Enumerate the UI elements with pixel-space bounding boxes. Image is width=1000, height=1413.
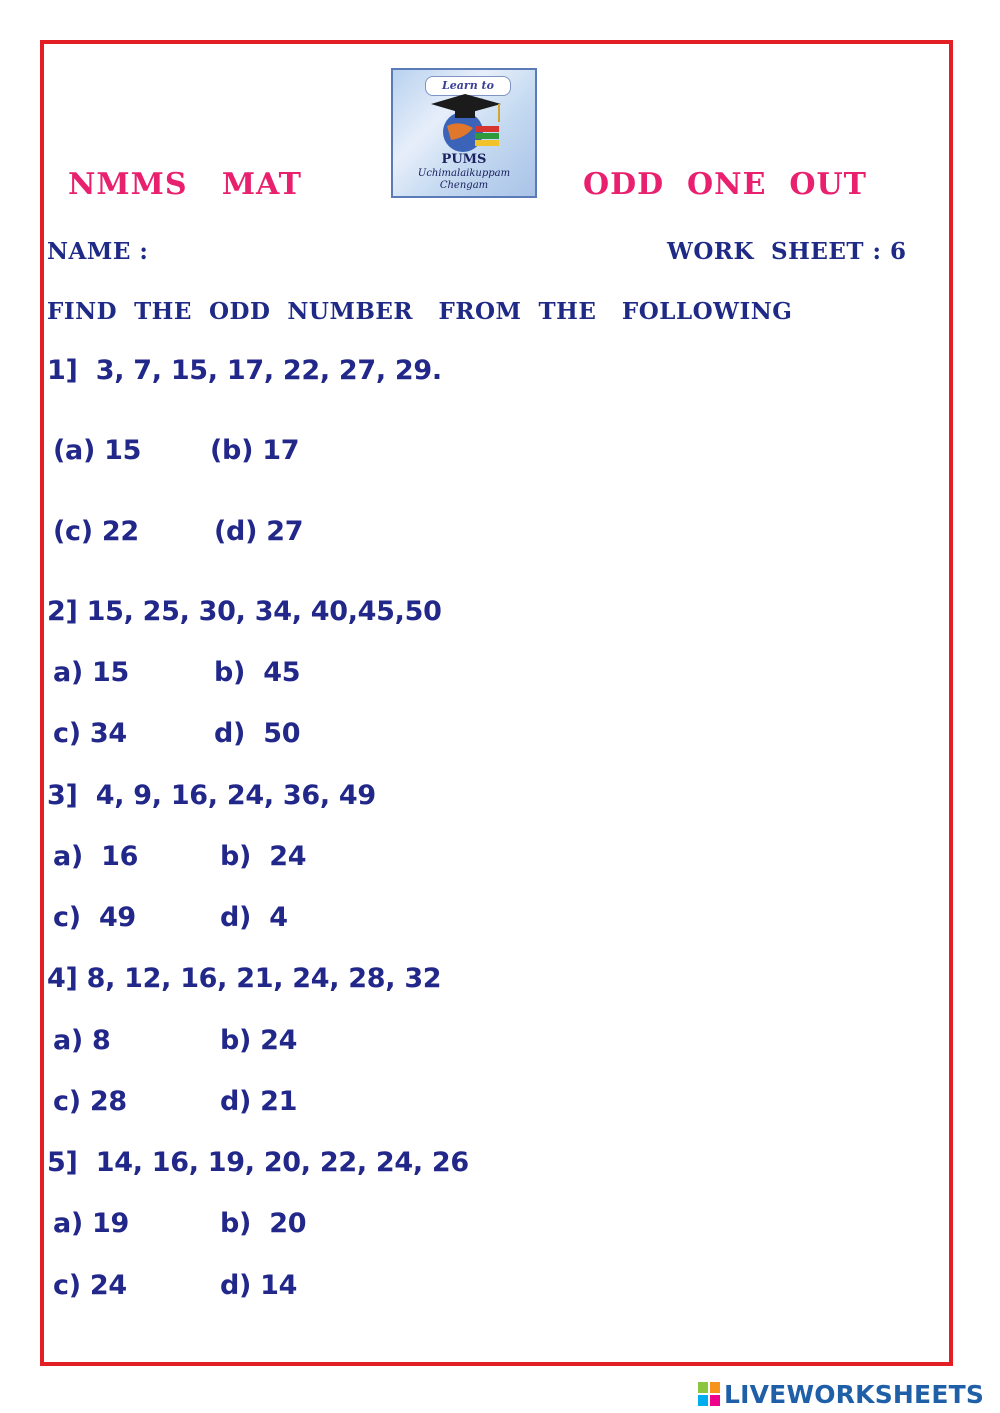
school-logo: [391, 68, 537, 198]
q4-option-b: b) 24: [220, 1025, 298, 1056]
q4-option-d: d) 21: [220, 1086, 298, 1117]
q1-option-d: (d) 27: [214, 516, 304, 547]
q3-option-b: b) 24: [220, 841, 307, 872]
liveworksheets-logo-icon: [698, 1382, 720, 1406]
q2-option-a: a) 15: [53, 657, 130, 688]
logo-place-1: Uchimalaikuppam: [417, 168, 511, 179]
logo-place-2: Chengam: [439, 180, 489, 191]
topic-title: ODD ONE OUT: [583, 167, 867, 202]
q4-option-c: c) 28: [53, 1086, 127, 1117]
q3-option-a: a) 16: [53, 841, 139, 872]
q3-option-d: d) 4: [220, 902, 288, 933]
q2-option-c: c) 34: [53, 718, 127, 749]
q2-option-d: d) 50: [214, 718, 301, 749]
q5-option-d: d) 14: [220, 1270, 298, 1301]
instruction: FIND THE ODD NUMBER FROM THE FOLLOWING: [47, 298, 793, 325]
question-4: 4] 8, 12, 16, 21, 24, 28, 32: [47, 963, 442, 994]
q3-option-c: c) 49: [53, 902, 136, 933]
liveworksheets-brand[interactable]: [698, 1378, 984, 1410]
q5-option-a: a) 19: [53, 1208, 130, 1239]
q5-option-c: c) 24: [53, 1270, 127, 1301]
q5-option-b: b) 20: [220, 1208, 307, 1239]
question-2: 2] 15, 25, 30, 34, 40,45,50: [47, 596, 442, 627]
logo-school-name: PUMS: [441, 152, 487, 167]
question-3: 3] 4, 9, 16, 24, 36, 49: [47, 780, 376, 811]
q1-option-a: (a) 15: [53, 435, 142, 466]
subject-title: NMMS MAT: [68, 167, 303, 202]
q1-option-c: (c) 22: [53, 516, 139, 547]
q1-option-b: (b) 17: [210, 435, 300, 466]
question-5: 5] 14, 16, 19, 20, 22, 24, 26: [47, 1147, 469, 1178]
question-1: 1] 3, 7, 15, 17, 22, 27, 29.: [47, 355, 442, 386]
brand-name: LIVEWORKSHEETS: [724, 1379, 985, 1409]
name-label: NAME :: [47, 238, 149, 265]
worksheet-number: WORK SHEET : 6: [667, 238, 907, 265]
logo-ribbon: Learn to: [425, 76, 511, 96]
q4-option-a: a) 8: [53, 1025, 111, 1056]
q2-option-b: b) 45: [214, 657, 301, 688]
graduation-cap-icon: [429, 92, 503, 156]
